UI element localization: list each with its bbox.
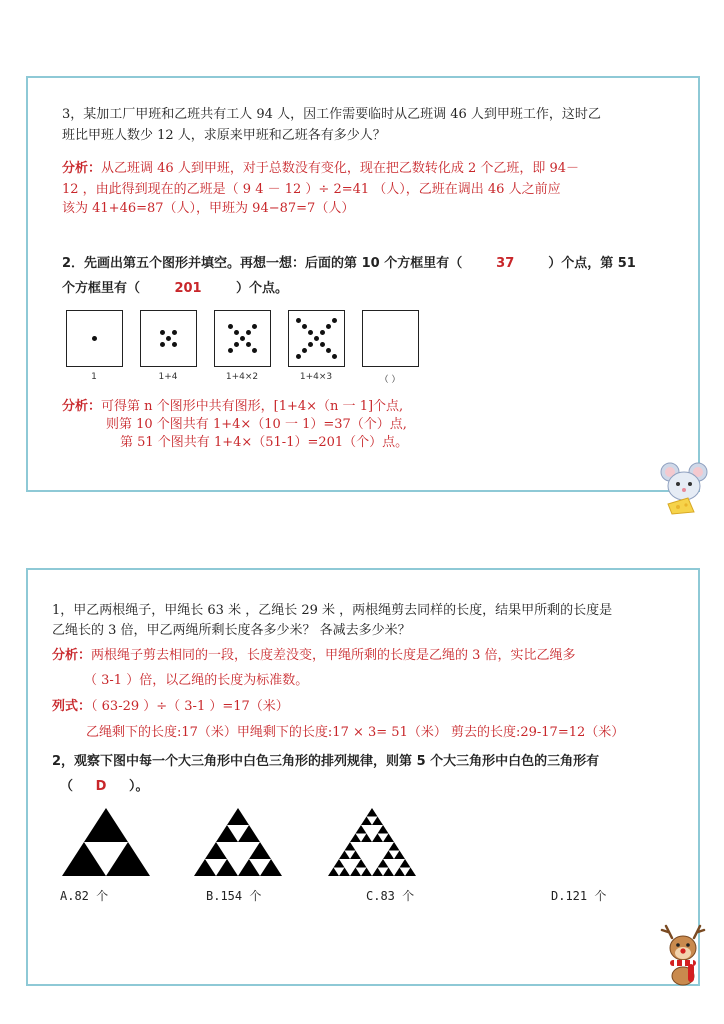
dot [166,336,171,341]
dot [246,330,251,335]
dot [252,324,257,329]
formula-text: （ 63-29 ）÷（ 3-1 ）=17（米） [91,699,289,714]
dot [160,330,165,335]
dot [234,342,239,347]
analysis-text: 两根绳子剪去相同的一段，长度差没变，甲绳所剩的长度是乙绳的 3 倍，实比乙绳多 [91,648,576,663]
analysis-3-line-1 [62,160,579,178]
dot [252,348,257,353]
q2-text-b: ）个点，第 51 [548,256,636,271]
q2-line-2 [62,280,288,298]
dot [326,348,331,353]
dot [308,330,313,335]
reindeer-mascot-icon [658,924,708,986]
dot [240,336,245,341]
dot [302,324,307,329]
caption-2: 1+4 [158,372,178,382]
q3-line-2: 班比甲班人数少 12 人，求原来甲班和乙班各有多少人？ [62,128,386,143]
dot [92,336,97,341]
mouse-mascot-icon [658,460,712,516]
caption-1: 1 [91,372,97,382]
dot-box-2 [140,310,197,367]
dot [296,318,301,323]
dot [320,342,325,347]
analysis-2-line-3: 第 51 个图共有 1+4×（51-1）=201（个）点。 [120,435,409,450]
q1-line-1: 1，甲乙两根绳子，甲绳长 63 米 ，乙绳长 29 米 ，两根绳剪去同样的长度，结果甲所剩的长度是 [52,603,613,618]
dot [314,336,319,341]
dot [228,348,233,353]
caption-3: 1+4×2 [225,372,259,382]
dot [320,330,325,335]
answer-37: 37 [496,256,515,271]
formula-label: 列式： [52,699,92,714]
q2-text-d: ）个点。 [236,281,289,296]
q2b-paren-open: （ [60,779,74,794]
dot [296,354,301,359]
q2b-line-2 [60,778,149,796]
sierpinski-triangle-1 [62,808,150,876]
sierpinski-triangle-2 [194,808,282,876]
option-a: A.82 个 [60,889,109,903]
caption-5: （ ） [379,375,401,385]
dot-box-1 [66,310,123,367]
dot-box-3 [214,310,271,367]
dot [160,342,165,347]
analysis-text: 可得第 n 个图形中共有图形，[1+4×（n 一 1]个点, [101,399,404,414]
sierpinski-triangle-3 [328,808,416,876]
analysis-2-line-2: 则第 10 个图共有 1+4×（10 一 1）=37（个）点, [106,417,407,432]
q2-line-1 [62,255,636,273]
analysis-text: 从乙班调 46 人到甲班，对于总数没有变化，现在把乙数转化成 2 个乙班，即 94－ [101,161,580,176]
dot [302,348,307,353]
dot [308,342,313,347]
q2-text-a: 2．先画出第五个图形并填空。再想一想：后面的第 10 个方框里有（ [62,256,463,271]
option-b: B.154 个 [206,889,262,903]
caption-4: 1+4×3 [299,372,333,382]
analysis-1-line-2: （ 3-1 ）倍，以乙绳的长度为标准数。 [84,673,309,688]
dot-box-4 [288,310,345,367]
dot [234,330,239,335]
dot-box-5-empty [362,310,419,367]
option-c: C.83 个 [366,889,415,903]
dot [172,330,177,335]
analysis-label: 分析： [62,399,102,414]
analysis-3-line-2: 12 ，由此得到现在的乙班是（ 9 4 － 12 ）÷ 2=41 （人），乙班在调出 46 人之前应 [62,182,561,197]
q1-line-2: 乙绳长的 3 倍，甲乙两绳所剩长度各多少米？ 各减去多少米？ [52,623,411,638]
dot [332,354,337,359]
dot [332,318,337,323]
analysis-2-line-1 [62,398,403,416]
q2b-paren-close: ）。 [129,779,149,794]
dot [172,342,177,347]
analysis-3-line-3: 该为 41+46=87（人），甲班为 94−87=7（人） [62,201,355,216]
option-d: D.121 个 [551,889,607,903]
analysis-label: 分析： [62,161,102,176]
dot [326,324,331,329]
analysis-label: 分析： [52,648,92,663]
answer-d: D [95,779,107,794]
q2b-line-1: 2，观察下图中每一个大三角形中白色三角形的排列规律，则第 5 个大三角形中白色的三角形有 [52,754,600,769]
dot [228,324,233,329]
analysis-1-line-1 [52,647,576,665]
formula-line-2: 乙绳剩下的长度:17（米）甲绳剩下的长度:17 × 3= 51（米） 剪去的长度:29-17=12（米） [86,725,625,740]
answer-201: 201 [174,281,202,296]
formula-line-1 [52,698,289,716]
q3-line-1: 3，某加工厂甲班和乙班共有工人 94 人，因工作需要临时从乙班调 46 人到甲班工作，这时乙 [62,107,601,122]
dot [246,342,251,347]
q2-text-c: 个方框里有（ [62,281,141,296]
